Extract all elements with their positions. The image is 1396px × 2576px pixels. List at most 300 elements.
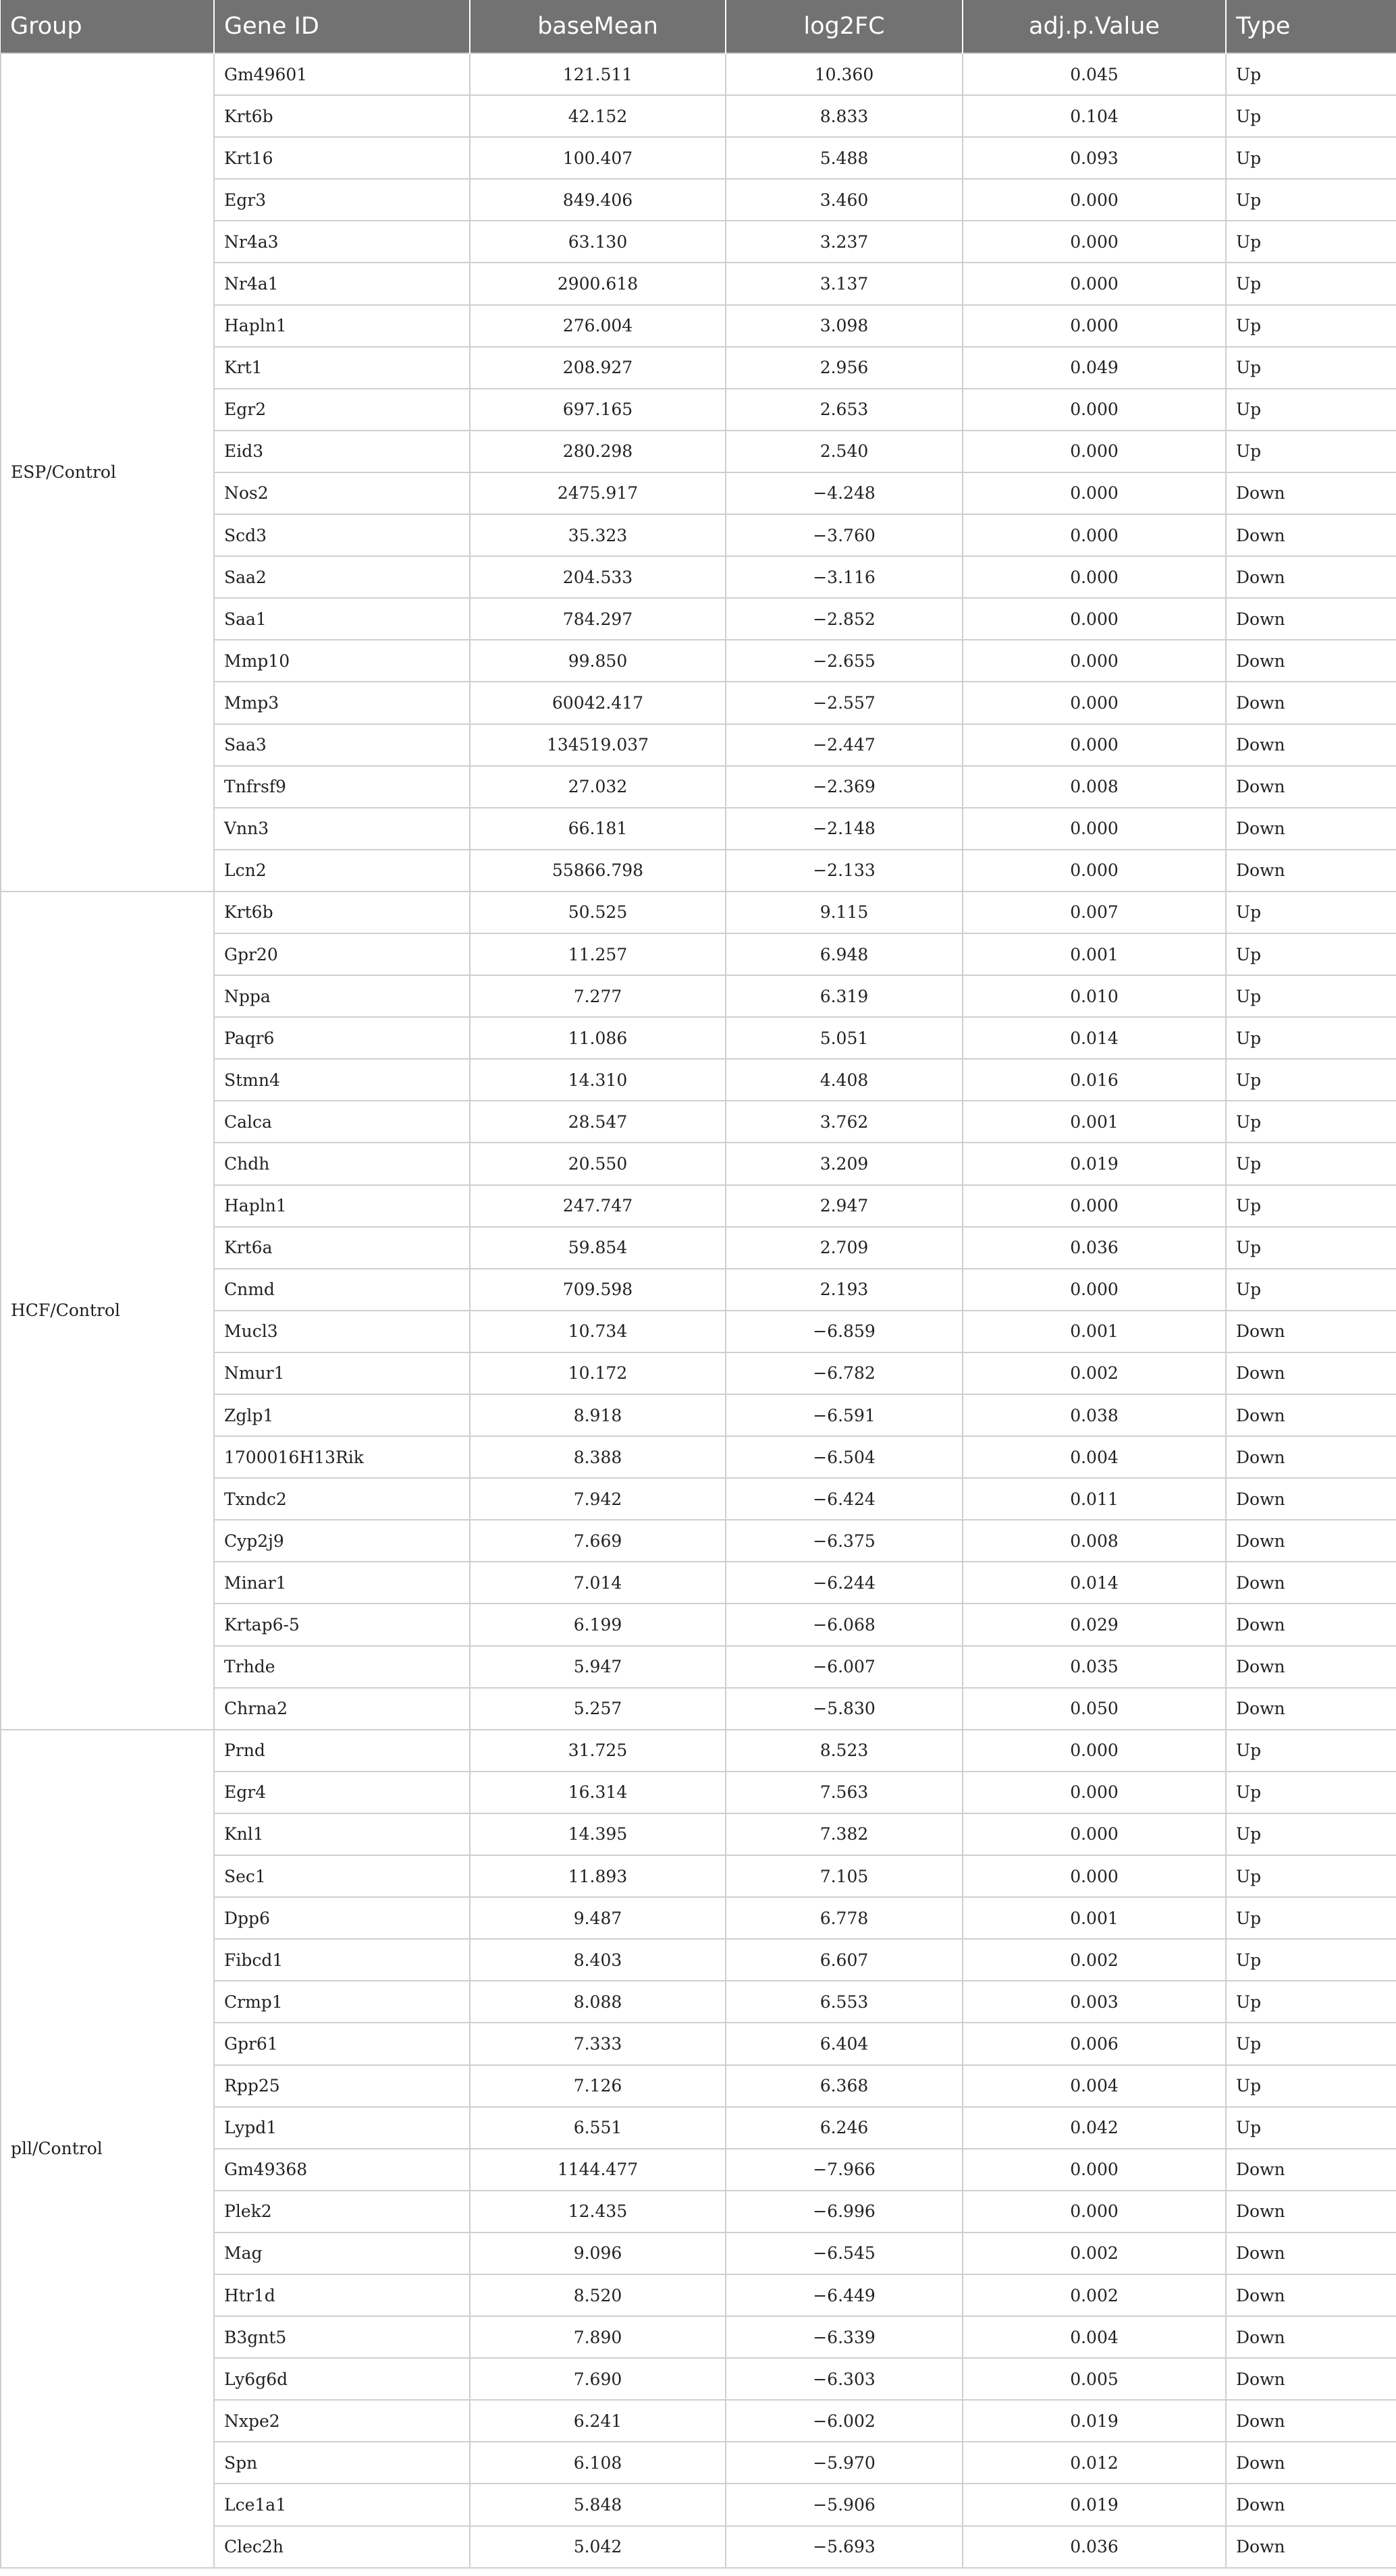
gene-id-cell: 1700016H13Rik — [214, 1436, 470, 1478]
adj-p-value-cell: 0.000 — [963, 556, 1226, 598]
gene-id-cell: Krt6b — [214, 892, 470, 933]
table-body — [1, 53, 1396, 2568]
basemean-cell: 8.918 — [470, 1394, 726, 1436]
type-cell: Up — [1226, 1939, 1396, 1981]
basemean-cell: 7.126 — [470, 2065, 726, 2107]
gene-id-cell: Gm49601 — [214, 53, 470, 95]
type-cell: Up — [1226, 2107, 1396, 2149]
gene-id-cell: Hapln1 — [214, 1185, 470, 1227]
basemean-cell: 204.533 — [470, 556, 726, 598]
adj-p-value-cell: 0.019 — [963, 2484, 1226, 2525]
log2fc-cell: −5.693 — [726, 2526, 963, 2568]
log2fc-cell: −5.906 — [726, 2484, 963, 2525]
gene-id-cell: Cnmd — [214, 1269, 470, 1311]
gene-id-cell: Sec1 — [214, 1855, 470, 1897]
basemean-cell: 6.241 — [470, 2400, 726, 2442]
log2fc-cell: 3.098 — [726, 305, 963, 347]
adj-p-value-cell: 0.000 — [963, 179, 1226, 221]
adj-p-value-cell: 0.010 — [963, 975, 1226, 1017]
gene-id-cell: Stmn4 — [214, 1059, 470, 1101]
gene-id-cell: Scd3 — [214, 514, 470, 556]
adj-p-value-cell: 0.000 — [963, 305, 1226, 347]
adj-p-value-cell: 0.003 — [963, 1981, 1226, 2023]
type-cell: Up — [1226, 892, 1396, 933]
basemean-cell: 697.165 — [470, 389, 726, 431]
type-cell: Up — [1226, 1185, 1396, 1227]
gene-id-cell: Crmp1 — [214, 1981, 470, 2023]
basemean-cell: 9.096 — [470, 2232, 726, 2274]
log2fc-cell: 6.368 — [726, 2065, 963, 2107]
log2fc-cell: 2.956 — [726, 347, 963, 389]
gene-id-cell: Krtap6-5 — [214, 1604, 470, 1645]
gene-id-cell: Clec2h — [214, 2526, 470, 2568]
header-log2fc: log2FC — [726, 0, 963, 53]
adj-p-value-cell: 0.007 — [963, 892, 1226, 933]
type-cell: Down — [1226, 556, 1396, 598]
type-cell: Down — [1226, 2526, 1396, 2568]
type-cell: Up — [1226, 2023, 1396, 2064]
adj-p-value-cell: 0.000 — [963, 221, 1226, 263]
type-cell: Up — [1226, 1269, 1396, 1311]
type-cell: Down — [1226, 2316, 1396, 2358]
adj-p-value-cell: 0.000 — [963, 2149, 1226, 2191]
log2fc-cell: 3.762 — [726, 1101, 963, 1143]
gene-id-cell: Minar1 — [214, 1562, 470, 1604]
log2fc-cell: −3.116 — [726, 556, 963, 598]
log2fc-cell: −6.996 — [726, 2191, 963, 2232]
adj-p-value-cell: 0.002 — [963, 1939, 1226, 1981]
type-cell: Up — [1226, 1897, 1396, 1939]
gene-id-cell: Nr4a3 — [214, 221, 470, 263]
log2fc-cell: 3.137 — [726, 263, 963, 304]
type-cell: Up — [1226, 95, 1396, 137]
type-cell: Up — [1226, 1981, 1396, 2023]
type-cell: Down — [1226, 1311, 1396, 1352]
adj-p-value-cell: 0.029 — [963, 1604, 1226, 1645]
log2fc-cell: −2.655 — [726, 640, 963, 682]
adj-p-value-cell: 0.002 — [963, 2274, 1226, 2316]
type-cell: Up — [1226, 389, 1396, 431]
gene-id-cell: B3gnt5 — [214, 2316, 470, 2358]
basemean-cell: 8.520 — [470, 2274, 726, 2316]
type-cell: Down — [1226, 808, 1396, 850]
basemean-cell: 709.598 — [470, 1269, 726, 1311]
adj-p-value-cell: 0.000 — [963, 1269, 1226, 1311]
basemean-cell: 50.525 — [470, 892, 726, 933]
adj-p-value-cell: 0.000 — [963, 1855, 1226, 1897]
basemean-cell: 208.927 — [470, 347, 726, 389]
basemean-cell: 20.550 — [470, 1143, 726, 1184]
log2fc-cell: −2.133 — [726, 850, 963, 892]
basemean-cell: 7.669 — [470, 1520, 726, 1562]
basemean-cell: 7.690 — [470, 2358, 726, 2400]
type-cell: Down — [1226, 2232, 1396, 2274]
log2fc-cell: 3.237 — [726, 221, 963, 263]
adj-p-value-cell: 0.014 — [963, 1562, 1226, 1604]
log2fc-cell: 6.246 — [726, 2107, 963, 2149]
adj-p-value-cell: 0.000 — [963, 598, 1226, 640]
basemean-cell: 5.042 — [470, 2526, 726, 2568]
adj-p-value-cell: 0.000 — [963, 724, 1226, 766]
adj-p-value-cell: 0.016 — [963, 1059, 1226, 1101]
basemean-cell: 6.199 — [470, 1604, 726, 1645]
type-cell: Up — [1226, 1017, 1396, 1059]
gene-id-cell: Mag — [214, 2232, 470, 2274]
log2fc-cell: −4.248 — [726, 472, 963, 514]
gene-id-cell: Zglp1 — [214, 1394, 470, 1436]
type-cell: Down — [1226, 1604, 1396, 1645]
type-cell: Up — [1226, 221, 1396, 263]
group-label-cell: HCF/Control — [1, 892, 214, 1730]
gene-id-cell: Krt1 — [214, 347, 470, 389]
type-cell: Up — [1226, 179, 1396, 221]
type-cell: Down — [1226, 1688, 1396, 1730]
basemean-cell: 134519.037 — [470, 724, 726, 766]
table-row — [1, 892, 1396, 933]
adj-p-value-cell: 0.036 — [963, 1227, 1226, 1269]
gene-id-cell: Vnn3 — [214, 808, 470, 850]
adj-p-value-cell: 0.045 — [963, 53, 1226, 95]
gene-id-cell: Nos2 — [214, 472, 470, 514]
adj-p-value-cell: 0.019 — [963, 2400, 1226, 2442]
adj-p-value-cell: 0.042 — [963, 2107, 1226, 2149]
basemean-cell: 5.848 — [470, 2484, 726, 2525]
log2fc-cell: 4.408 — [726, 1059, 963, 1101]
log2fc-cell: 6.404 — [726, 2023, 963, 2064]
gene-id-cell: Saa1 — [214, 598, 470, 640]
type-cell: Up — [1226, 975, 1396, 1017]
adj-p-value-cell: 0.000 — [963, 850, 1226, 892]
type-cell: Up — [1226, 1855, 1396, 1897]
table-row — [1, 1730, 1396, 1772]
log2fc-cell: −6.303 — [726, 2358, 963, 2400]
type-cell: Up — [1226, 347, 1396, 389]
basemean-cell: 784.297 — [470, 598, 726, 640]
adj-p-value-cell: 0.001 — [963, 933, 1226, 975]
basemean-cell: 10.734 — [470, 1311, 726, 1352]
basemean-cell: 7.333 — [470, 2023, 726, 2064]
log2fc-cell: 6.778 — [726, 1897, 963, 1939]
log2fc-cell: −6.591 — [726, 1394, 963, 1436]
gene-id-cell: Nmur1 — [214, 1352, 470, 1394]
log2fc-cell: −6.782 — [726, 1352, 963, 1394]
gene-id-cell: Lce1a1 — [214, 2484, 470, 2525]
basemean-cell: 11.257 — [470, 933, 726, 975]
adj-p-value-cell: 0.005 — [963, 2358, 1226, 2400]
basemean-cell: 2475.917 — [470, 472, 726, 514]
log2fc-cell: 10.360 — [726, 53, 963, 95]
gene-id-cell: Lcn2 — [214, 850, 470, 892]
log2fc-cell: −6.504 — [726, 1436, 963, 1478]
basemean-cell: 35.323 — [470, 514, 726, 556]
basemean-cell: 5.257 — [470, 1688, 726, 1730]
log2fc-cell: −6.244 — [726, 1562, 963, 1604]
basemean-cell: 55866.798 — [470, 850, 726, 892]
adj-p-value-cell: 0.001 — [963, 1101, 1226, 1143]
log2fc-cell: 5.051 — [726, 1017, 963, 1059]
gene-id-cell: Ly6g6d — [214, 2358, 470, 2400]
adj-p-value-cell: 0.050 — [963, 1688, 1226, 1730]
log2fc-cell: −3.760 — [726, 514, 963, 556]
log2fc-cell: 2.540 — [726, 431, 963, 472]
gene-id-cell: Saa2 — [214, 556, 470, 598]
type-cell: Down — [1226, 514, 1396, 556]
adj-p-value-cell: 0.014 — [963, 1017, 1226, 1059]
basemean-cell: 99.850 — [470, 640, 726, 682]
type-cell: Up — [1226, 933, 1396, 975]
group-label-cell: pll/Control — [1, 1730, 214, 2568]
basemean-cell: 1144.477 — [470, 2149, 726, 2191]
gene-id-cell: Paqr6 — [214, 1017, 470, 1059]
adj-p-value-cell: 0.002 — [963, 2232, 1226, 2274]
log2fc-cell: −5.970 — [726, 2442, 963, 2484]
gene-id-cell: Nr4a1 — [214, 263, 470, 304]
log2fc-cell: 7.563 — [726, 1772, 963, 1813]
adj-p-value-cell: 0.012 — [963, 2442, 1226, 2484]
type-cell: Up — [1226, 1059, 1396, 1101]
log2fc-cell: 6.553 — [726, 1981, 963, 2023]
type-cell: Down — [1226, 850, 1396, 892]
basemean-cell: 100.407 — [470, 137, 726, 179]
gene-id-cell: Krt16 — [214, 137, 470, 179]
log2fc-cell: 6.948 — [726, 933, 963, 975]
log2fc-cell: 5.488 — [726, 137, 963, 179]
type-cell: Up — [1226, 1813, 1396, 1855]
type-cell: Down — [1226, 1478, 1396, 1520]
type-cell: Down — [1226, 2191, 1396, 2232]
header-adj-p-value: adj.p.Value — [963, 0, 1226, 53]
gene-id-cell: Rpp25 — [214, 2065, 470, 2107]
adj-p-value-cell: 0.006 — [963, 2023, 1226, 2064]
log2fc-cell: −6.545 — [726, 2232, 963, 2274]
gene-id-cell: Krt6b — [214, 95, 470, 137]
type-cell: Down — [1226, 1436, 1396, 1478]
basemean-cell: 8.088 — [470, 1981, 726, 2023]
basemean-cell: 247.747 — [470, 1185, 726, 1227]
basemean-cell: 280.298 — [470, 431, 726, 472]
basemean-cell: 31.725 — [470, 1730, 726, 1772]
log2fc-cell: −5.830 — [726, 1688, 963, 1730]
adj-p-value-cell: 0.000 — [963, 431, 1226, 472]
type-cell: Down — [1226, 598, 1396, 640]
gene-id-cell: Htr1d — [214, 2274, 470, 2316]
gene-id-cell: Txndc2 — [214, 1478, 470, 1520]
log2fc-cell: 3.209 — [726, 1143, 963, 1184]
type-cell: Up — [1226, 1730, 1396, 1772]
adj-p-value-cell: 0.008 — [963, 1520, 1226, 1562]
type-cell: Down — [1226, 1646, 1396, 1688]
adj-p-value-cell: 0.000 — [963, 472, 1226, 514]
log2fc-cell: −7.966 — [726, 2149, 963, 2191]
type-cell: Up — [1226, 53, 1396, 95]
log2fc-cell: −2.852 — [726, 598, 963, 640]
log2fc-cell: −6.375 — [726, 1520, 963, 1562]
adj-p-value-cell: 0.038 — [963, 1394, 1226, 1436]
gene-id-cell: Hapln1 — [214, 305, 470, 347]
log2fc-cell: −6.002 — [726, 2400, 963, 2442]
gene-id-cell: Chdh — [214, 1143, 470, 1184]
adj-p-value-cell: 0.000 — [963, 1813, 1226, 1855]
type-cell: Down — [1226, 1562, 1396, 1604]
gene-id-cell: Plek2 — [214, 2191, 470, 2232]
gene-id-cell: Mmp3 — [214, 682, 470, 723]
gene-id-cell: Trhde — [214, 1646, 470, 1688]
gene-id-cell: Knl1 — [214, 1813, 470, 1855]
gene-id-cell: Gpr20 — [214, 933, 470, 975]
adj-p-value-cell: 0.019 — [963, 1143, 1226, 1184]
adj-p-value-cell: 0.008 — [963, 766, 1226, 808]
basemean-cell: 63.130 — [470, 221, 726, 263]
log2fc-cell: 8.833 — [726, 95, 963, 137]
log2fc-cell: 9.115 — [726, 892, 963, 933]
adj-p-value-cell: 0.000 — [963, 514, 1226, 556]
adj-p-value-cell: 0.036 — [963, 2526, 1226, 2568]
gene-id-cell: Nppa — [214, 975, 470, 1017]
basemean-cell: 121.511 — [470, 53, 726, 95]
log2fc-cell: 6.607 — [726, 1939, 963, 1981]
basemean-cell: 7.277 — [470, 975, 726, 1017]
log2fc-cell: −2.557 — [726, 682, 963, 723]
log2fc-cell: −6.339 — [726, 2316, 963, 2358]
type-cell: Down — [1226, 472, 1396, 514]
basemean-cell: 7.890 — [470, 2316, 726, 2358]
type-cell: Up — [1226, 137, 1396, 179]
adj-p-value-cell: 0.000 — [963, 808, 1226, 850]
basemean-cell: 6.551 — [470, 2107, 726, 2149]
log2fc-cell: 2.653 — [726, 389, 963, 431]
type-cell: Up — [1226, 1101, 1396, 1143]
gene-id-cell: Saa3 — [214, 724, 470, 766]
basemean-cell: 42.152 — [470, 95, 726, 137]
adj-p-value-cell: 0.093 — [963, 137, 1226, 179]
gene-id-cell: Chrna2 — [214, 1688, 470, 1730]
adj-p-value-cell: 0.000 — [963, 263, 1226, 304]
type-cell: Down — [1226, 1352, 1396, 1394]
basemean-cell: 11.893 — [470, 1855, 726, 1897]
type-cell: Down — [1226, 2274, 1396, 2316]
type-cell: Up — [1226, 431, 1396, 472]
gene-id-cell: Egr4 — [214, 1772, 470, 1813]
adj-p-value-cell: 0.000 — [963, 640, 1226, 682]
basemean-cell: 5.947 — [470, 1646, 726, 1688]
adj-p-value-cell: 0.004 — [963, 1436, 1226, 1478]
basemean-cell: 7.942 — [470, 1478, 726, 1520]
log2fc-cell: 2.947 — [726, 1185, 963, 1227]
basemean-cell: 9.487 — [470, 1897, 726, 1939]
gene-id-cell: Calca — [214, 1101, 470, 1143]
basemean-cell: 60042.417 — [470, 682, 726, 723]
log2fc-cell: 8.523 — [726, 1730, 963, 1772]
type-cell: Down — [1226, 2442, 1396, 2484]
table-row — [1, 53, 1396, 95]
adj-p-value-cell: 0.004 — [963, 2065, 1226, 2107]
gene-id-cell: Mmp10 — [214, 640, 470, 682]
basemean-cell: 2900.618 — [470, 263, 726, 304]
log2fc-cell: −6.424 — [726, 1478, 963, 1520]
gene-id-cell: Cyp2j9 — [214, 1520, 470, 1562]
adj-p-value-cell: 0.000 — [963, 1730, 1226, 1772]
type-cell: Down — [1226, 724, 1396, 766]
log2fc-cell: −2.447 — [726, 724, 963, 766]
adj-p-value-cell: 0.001 — [963, 1897, 1226, 1939]
basemean-cell: 8.403 — [470, 1939, 726, 1981]
header-group: Group — [1, 0, 214, 53]
type-cell: Down — [1226, 2400, 1396, 2442]
gene-id-cell: Prnd — [214, 1730, 470, 1772]
basemean-cell: 66.181 — [470, 808, 726, 850]
log2fc-cell: 2.709 — [726, 1227, 963, 1269]
log2fc-cell: −6.449 — [726, 2274, 963, 2316]
type-cell: Down — [1226, 1394, 1396, 1436]
log2fc-cell: −2.369 — [726, 766, 963, 808]
log2fc-cell: 7.105 — [726, 1855, 963, 1897]
basemean-cell: 7.014 — [470, 1562, 726, 1604]
type-cell: Down — [1226, 2358, 1396, 2400]
type-cell: Down — [1226, 2149, 1396, 2191]
basemean-cell: 14.395 — [470, 1813, 726, 1855]
type-cell: Up — [1226, 1227, 1396, 1269]
type-cell: Down — [1226, 640, 1396, 682]
type-cell: Up — [1226, 2065, 1396, 2107]
gene-id-cell: Tnfrsf9 — [214, 766, 470, 808]
log2fc-cell: −6.859 — [726, 1311, 963, 1352]
log2fc-cell: −6.007 — [726, 1646, 963, 1688]
header-gene-id: Gene ID — [214, 0, 470, 53]
type-cell: Down — [1226, 766, 1396, 808]
log2fc-cell: 3.460 — [726, 179, 963, 221]
adj-p-value-cell: 0.104 — [963, 95, 1226, 137]
gene-id-cell: Gpr61 — [214, 2023, 470, 2064]
header-basemean: baseMean — [470, 0, 726, 53]
type-cell: Down — [1226, 2484, 1396, 2525]
adj-p-value-cell: 0.011 — [963, 1478, 1226, 1520]
gene-id-cell: Dpp6 — [214, 1897, 470, 1939]
basemean-cell: 12.435 — [470, 2191, 726, 2232]
type-cell: Up — [1226, 1772, 1396, 1813]
header-type: Type — [1226, 0, 1396, 53]
adj-p-value-cell: 0.001 — [963, 1311, 1226, 1352]
basemean-cell: 276.004 — [470, 305, 726, 347]
gene-id-cell: Egr3 — [214, 179, 470, 221]
type-cell: Down — [1226, 1520, 1396, 1562]
log2fc-cell: 7.382 — [726, 1813, 963, 1855]
basemean-cell: 28.547 — [470, 1101, 726, 1143]
type-cell: Down — [1226, 682, 1396, 723]
log2fc-cell: −2.148 — [726, 808, 963, 850]
type-cell: Up — [1226, 1143, 1396, 1184]
basemean-cell: 27.032 — [470, 766, 726, 808]
adj-p-value-cell: 0.000 — [963, 682, 1226, 723]
basemean-cell: 10.172 — [470, 1352, 726, 1394]
adj-p-value-cell: 0.000 — [963, 1772, 1226, 1813]
adj-p-value-cell: 0.049 — [963, 347, 1226, 389]
gene-id-cell: Egr2 — [214, 389, 470, 431]
basemean-cell: 16.314 — [470, 1772, 726, 1813]
adj-p-value-cell: 0.000 — [963, 1185, 1226, 1227]
type-cell: Up — [1226, 263, 1396, 304]
basemean-cell: 849.406 — [470, 179, 726, 221]
gene-id-cell: Spn — [214, 2442, 470, 2484]
basemean-cell: 6.108 — [470, 2442, 726, 2484]
log2fc-cell: −6.068 — [726, 1604, 963, 1645]
gene-id-cell: Fibcd1 — [214, 1939, 470, 1981]
basemean-cell: 11.086 — [470, 1017, 726, 1059]
gene-id-cell: Eid3 — [214, 431, 470, 472]
type-cell: Up — [1226, 305, 1396, 347]
adj-p-value-cell: 0.035 — [963, 1646, 1226, 1688]
gene-id-cell: Gm49368 — [214, 2149, 470, 2191]
log2fc-cell: 6.319 — [726, 975, 963, 1017]
